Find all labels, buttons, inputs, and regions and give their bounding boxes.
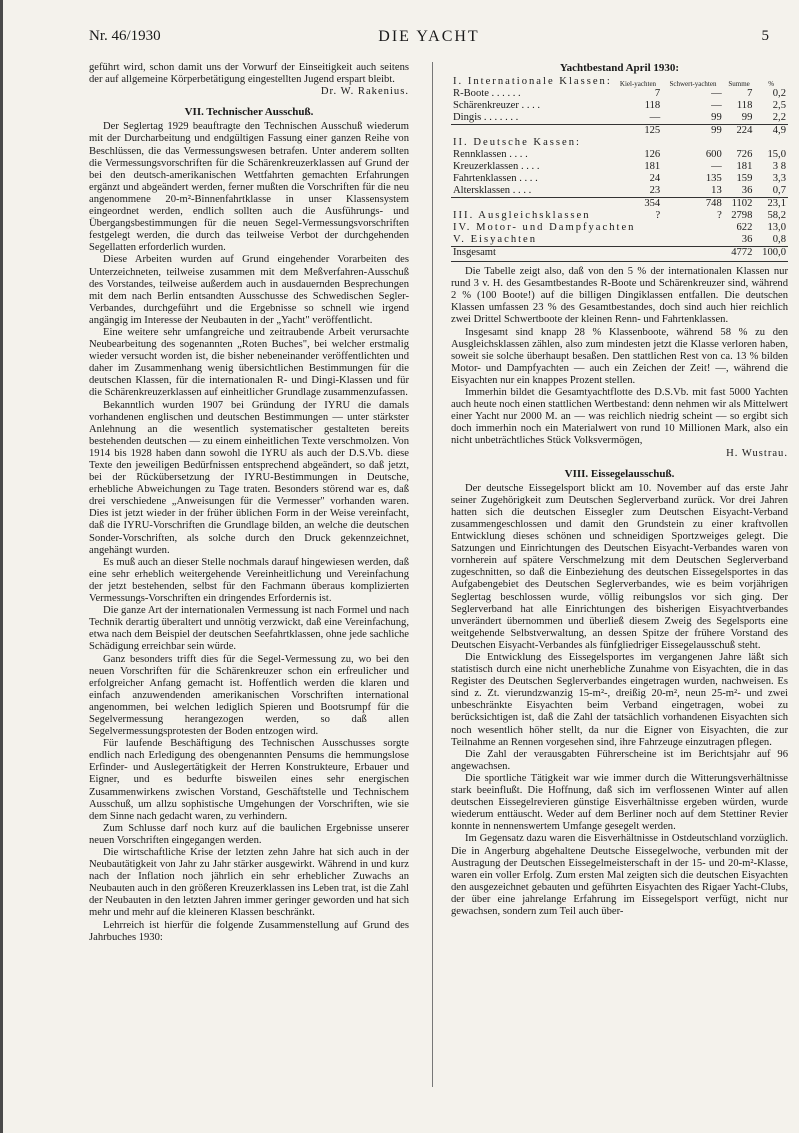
intro-signature: Dr. W. Rakenius. xyxy=(320,86,409,98)
paragraph: Für laufende Beschäftigung des Technischen Ausschusses sorgte endlich nach Erledigung des obengenannten Pensums die hemmungslose Erfinder- und Auslegertätigkeit der Herren Konstrukteure, Erbauer und Eigner, und es bedurfte bisweilen eines sehr energischen Zusammenwirkens zwischen Vorstand, Geschäftstelle und Technischem Ausschuß, um allzu sophistische Umgehungen der Vorschriften, wie sie dem Sinne nach gedacht waren, zu verhindern. xyxy=(89,738,409,822)
paragraph: Die ganze Art der internationalen Vermessung ist nach Formel und nach Technik derartig überaltert und unnötig verzwickt, daß eine Vereinfachung, etwa nach dem Beispiel der deutschen Seefahrtklassen, ohne jede sachliche Schädigung erreichbar sein würde. xyxy=(89,605,409,653)
paragraph: Der Seglertag 1929 beauftragte den Technischen Ausschuß wiederum mit der Durcharbeitung und endgültigen Fassung einer ganzen Reihe von Beschlüssen, die das Vermessungswesen betrafen. Unter anderem sollten die Vermessungsvorschriften für die Schärenkreuzerklassen auf Grund der bei den deutsch-amerikanischen Wettfahrten gemachten Erfahrungen ergänzt und abgeändert werden, ferner mußten die Vorschriften für die neu angenommene 20-m²-Binnenfahrtklasse in unser Klassensystem eingeordnet werden, endlich sollten auch die Ausführungs- und Übergangsbestimmungen für die neuen Segel-Vermessungsvorschriften festgelegt werden, die durch das teilweise Verbot der durchgehenden Segellatten erforderlich wurden. xyxy=(89,121,409,254)
col-header: Schwert-yachten xyxy=(669,80,717,89)
paragraph: Die Zahl der verausgabten Führerscheine ist im Berichtsjahr auf 96 angewachsen. xyxy=(451,748,788,772)
page-header xyxy=(89,28,769,48)
intro-paragraph: geführt wird, schon damit uns der Vorwurf der Einseitigkeit auch seitens der auf allgemeine Körperbetätigung eingestellten Jugend erspart bleibt. xyxy=(89,62,409,86)
table-row: R-Boote . . . . . . 7 — 7 0,2 xyxy=(453,88,786,100)
table-row: Dingis . . . . . . . — 99 99 2,2 xyxy=(453,112,786,124)
paragraph: Insgesamt sind knapp 28 % Klassenboote, während 58 % zu den Ausgleichsklassen zählen, also zum mindesten jetzt die Klasse verloren haben, soweit sie solche überhaupt besaßen. Den stattlichen Rest von ca. 13 % bilden Motor- und Dampfyachten — auch ein Zeichen der Zeit! —, während die Eisyachten nur ein knappes Prozent stellen. xyxy=(451,326,788,386)
paragraph: Die wirtschaftliche Krise der letzten zehn Jahre hat sich auch in der Neubautätigkeit von Jahr zu Jahr stärker ausgewirkt. Während in und kurz nach der Inflation noch jährlich ein sehr erheblicher Zuwachs an Neubauten auch in den größeren Kreuzerklassen ins Leben trat, ist die Zahl der Neubauten in den letzten Jahren immer geringer geworden und hat sich mehr und mehr auf die kleineren Klassen beschränkt. xyxy=(89,847,409,919)
table-row: Altersklassen . . . . 23 13 36 0,7 xyxy=(453,185,786,197)
section-title-technical: VII. Technischer Ausschuß. xyxy=(184,106,314,119)
table-row: Fahrtenklassen . . . . 24 135 159 3,3 xyxy=(453,173,786,185)
wustrau-signature: H. Wustrau. xyxy=(726,447,788,459)
right-column xyxy=(451,62,788,918)
paragraph: Die Entwicklung des Eissegelsportes im vergangenen Jahre läßt sich statistisch durch eine nicht unerhebliche Zunahme von Eisyachten, die in das Register des Deutschen Seglerverbandes eingetragen wurden, nachweisen. Es sind z. Zt. vierundzwanzig 15-m²-, dreißig 20-m², neun 25-m²- und zwei unbeschränkte Eisyachten beim Verband eingetragen, wobei zu berücksichtigen ist, daß die Zahl der tatsächlich vorhandenen Eisyachten sich noch wesentlich höher stellt, da nur die Eigner von Eisyachten, die zur Teilnahme an Rennen vorgesehen sind, ihre Fahrzeuge einzutragen pflegen. xyxy=(451,652,788,748)
table-row: III. Ausgleichsklassen ? ? 2798 58,2 xyxy=(453,210,786,222)
col-header: Kiel-yachten xyxy=(619,80,657,89)
paragraph: Die sportliche Tätigkeit war wie immer durch die Witterungsverhältnisse stark beeinflußt. Die Hoffnung, daß sich im verflossenen Winter auf allen deutschen Eissegelrevieren günstige Eisverhältnisse ergeben würden, wurde wiederum enttäuscht. Weder auf dem Berliner noch auf dem Stettiner Revier konnte in nennenswertem Umfange gesegelt werden. xyxy=(451,772,788,833)
table-row: IV. Motor- und Dampfyachten 622 13,0 xyxy=(453,222,786,234)
paragraph: Der deutsche Eissegelsport blickt am 10. November auf das erste Jahr seiner Zugehörigkeit zum Deutschen Seglerverband zurück. Vor drei Jahren hatten sich die deutschen Eissegler zum Deutschen Eisyacht-Verband zusammengeschlossen und damit den Grundstein zu einer kraftvollen Entwicklung dieses schönen und schneidigen Sportzweiges gelegt. Die Satzungen und Einrichtungen des Deutschen Eisyacht-Verbandes waren von vornherein auf spätere Verschmelzung mit dem Deutschen Seglerverband zugeschnitten, so daß die Einbeziehung des deutschen Eissegelsportes in das Aufgabengebiet des Deutschen Seglerverbandes, wie es beim vorjährigen Seglertag beschlossen wurde, völlig reibungslos vor sich ging. Der Seglerverband hat alle Einrichtungen des bisherigen Eisyachtverbandes unverändert übernommen und überließ diesem Zweig des Segelsports eine weitgehende Selbstverwaltung, an dessen Spitze der frühere Vorstand des Deutschen Eisyacht-Verbandes als fünfgliedriger Eissegelausschuß steht. xyxy=(451,482,788,651)
table-sum-row: 125 99 224 4,9 xyxy=(451,125,788,138)
paragraph: Lehrreich ist hierfür die folgende Zusammenstellung auf Grund des Jahrbuches 1930: xyxy=(89,919,409,943)
paragraph: Die Tabelle zeigt also, daß von den 5 % der internationalen Klassen nur rund 3 v. H. des Gesamtbestandes R-Boote und Schärenkreuzer sind, während 2 % (100 Boote!) auf die billigen Dingiklassen entfallen. Die deutschen Klassen umfassen 23 % des Gesamtbestandes, doch sind auch hier reichlich zwei Drittel Schwertboote der kleinen Renn- und Fahrtenklassen. xyxy=(451,266,788,326)
group-title: I. Internationale Klassen: xyxy=(453,76,612,88)
table-header-row xyxy=(451,76,788,88)
magazine-title: DIE YACHT xyxy=(378,28,480,45)
table-sum-row: 354 748 1102 23,1 xyxy=(451,198,788,211)
table-row: V. Eisyachten 36 0,8 xyxy=(453,234,786,246)
page-number: 5 xyxy=(761,28,769,44)
col-header: Summe xyxy=(728,80,750,89)
paragraph: Ganz besonders trifft dies für die Segel-Vermessung zu, wo bei den neuen Vorschriften für die Schärenkreuzer schon ein erfreulicher und erfolgreicher Anfang gemacht ist. Hoffentlich werden die klaren und einfach anzuwendenden amerikanischen Vorschriften international angenommen, bei welchen lediglich Spieren und Bootsrumpf für die Segelvermessung herangezogen werden, so daß allen Segelvermessungsprotesten der Boden entzogen wird. xyxy=(89,653,409,738)
paragraph: Diese Arbeiten wurden auf Grund eingehender Vorarbeiten des Unterzeichneten, teilweise zusammen mit dem Meßverfahren-Ausschuß des Vorstandes, teilweise außerdem auch in ausdauernden Besprechungen mit dem nach Berlin entsandten Ausschusse des Schwedischen Segler-Verbandes, durchgeführt und die Ergebnisse so schnell wie irgend angängig im Interesse der Neubauten in der „Yacht" veröffentlicht. xyxy=(89,254,409,326)
paragraph: Bekanntlich wurden 1907 bei Gründung der IYRU die damals vorhandenen englischen und deutschen Bestimmungen — unter stärkster Anlehnung an die wesentlich systematischer gestalteten bereits bestehenden deutschen — zu einem einheitlichen Texte verschmolzen. Von 1914 bis 1928 haben dann sowohl die IYRU als auch der D.S.Vb. diese Texte den jeweiligen Bedürfnissen entsprechend abgeändert, so daß jetzt, bei der Rückübersetzung der IYRU-Bestimmungen in Deutsche, erhebliche Abweichungen zu Tage traten. Besonders störend war es, daß drei verschiedene „Anweisungen für die Vermesser" vorhanden waren. Dies ist jetzt wieder in der früher üblichen Form in der Weise vereinfacht, daß die IYRU-Vorschriften die Grundlage bilden, an welche die deutschen Sonder-Vorschriften, als solche durch den Druck gekennzeichnet, angehängt wurden. xyxy=(89,399,409,556)
table-total-row: Insgesamt 4772 100,0 xyxy=(453,247,786,259)
col-header: % xyxy=(768,80,775,89)
table-bottom-rule xyxy=(451,261,788,262)
paragraph: Im Gegensatz dazu waren die Eisverhältnisse in Ostdeutschland vorzüglich. Die in Angerburg abgehaltene Deutsche Eissegelwoche, verbunden mit der Austragung der Deutschen Eissegelmeisterschaft in der 15- und 20-m²-Klasse, waren ein voller Erfolg. Zum ersten Mal zeigten sich die deutschen Eisyachten den ausgezeichnet gebauten und geführten Eisyachten des Rigaer Yacht-Clubs, der über eine jahrelange Erfahrung im Eissegelsport verfügt, nicht nur gewachsen, sondern zum Teil auch über- xyxy=(451,833,788,917)
paragraph: Es muß auch an dieser Stelle nochmals darauf hingewiesen werden, daß eine sehr erheblich weitergehende Vereinheitlichung und Vereinfachung der jetzt bestehenden, selbst für den Fachmann überaus komplizierten Vermessungs-Vorschriften ein dringendes Erfordernis ist. xyxy=(89,556,409,605)
table-row: Rennklassen . . . . 126 600 726 15,0 xyxy=(453,149,786,161)
paragraph: Eine weitere sehr umfangreiche und zeitraubende Arbeit verursachte Neubearbeitung des sogenannten „Roten Buches", bei welcher erstmalig wieder versucht worden ist, die bisher nebeneinander veröffentlichten und daher im Zusammenhang wenig übersichtlichen Bestimmungen für die deutschen Klassen, für die internationalen R- und Dingi-Klassen und für die Schärenkreuzerklassen auf einheitlicher Grundlage zusammenzufassen. xyxy=(89,326,409,399)
table-row: Schärenkreuzer . . . . 118 — 118 2,5 xyxy=(453,100,786,112)
group-title-row: II. Deutsche Kassen: xyxy=(453,137,581,149)
section-title-ice: VIII. Eissegelausschuß. xyxy=(564,467,675,480)
paragraph: Immerhin bildet die Gesamtyachtflotte des D.S.Vb. mit fast 5000 Yachten auch heute noch einen stattlichen Wertbestand: denn nehmen wir als Mittelwert einer Yacht nur 2000 M. an — was reichlich niedrig scheint — so ergibt sich doch immerhin noch ein Materialwert von rund 10 Millionen Mark, also ein nicht unbeträchtliches Stück Volksvermögen, xyxy=(451,387,788,447)
left-column xyxy=(89,62,409,944)
table-title: Yachtbestand April 1930: xyxy=(559,62,680,74)
table-row: Kreuzerklassen . . . . 181 — 181 3 8 xyxy=(453,161,786,173)
column-divider xyxy=(432,62,433,1087)
yacht-inventory-table xyxy=(451,76,788,259)
paragraph: Zum Schlusse darf noch kurz auf die baulichen Ergebnisse unserer neuen Vorschriften eingegangen werden. xyxy=(89,822,409,846)
page-edge-line xyxy=(0,0,3,1133)
issue-number: Nr. 46/1930 xyxy=(89,28,161,44)
